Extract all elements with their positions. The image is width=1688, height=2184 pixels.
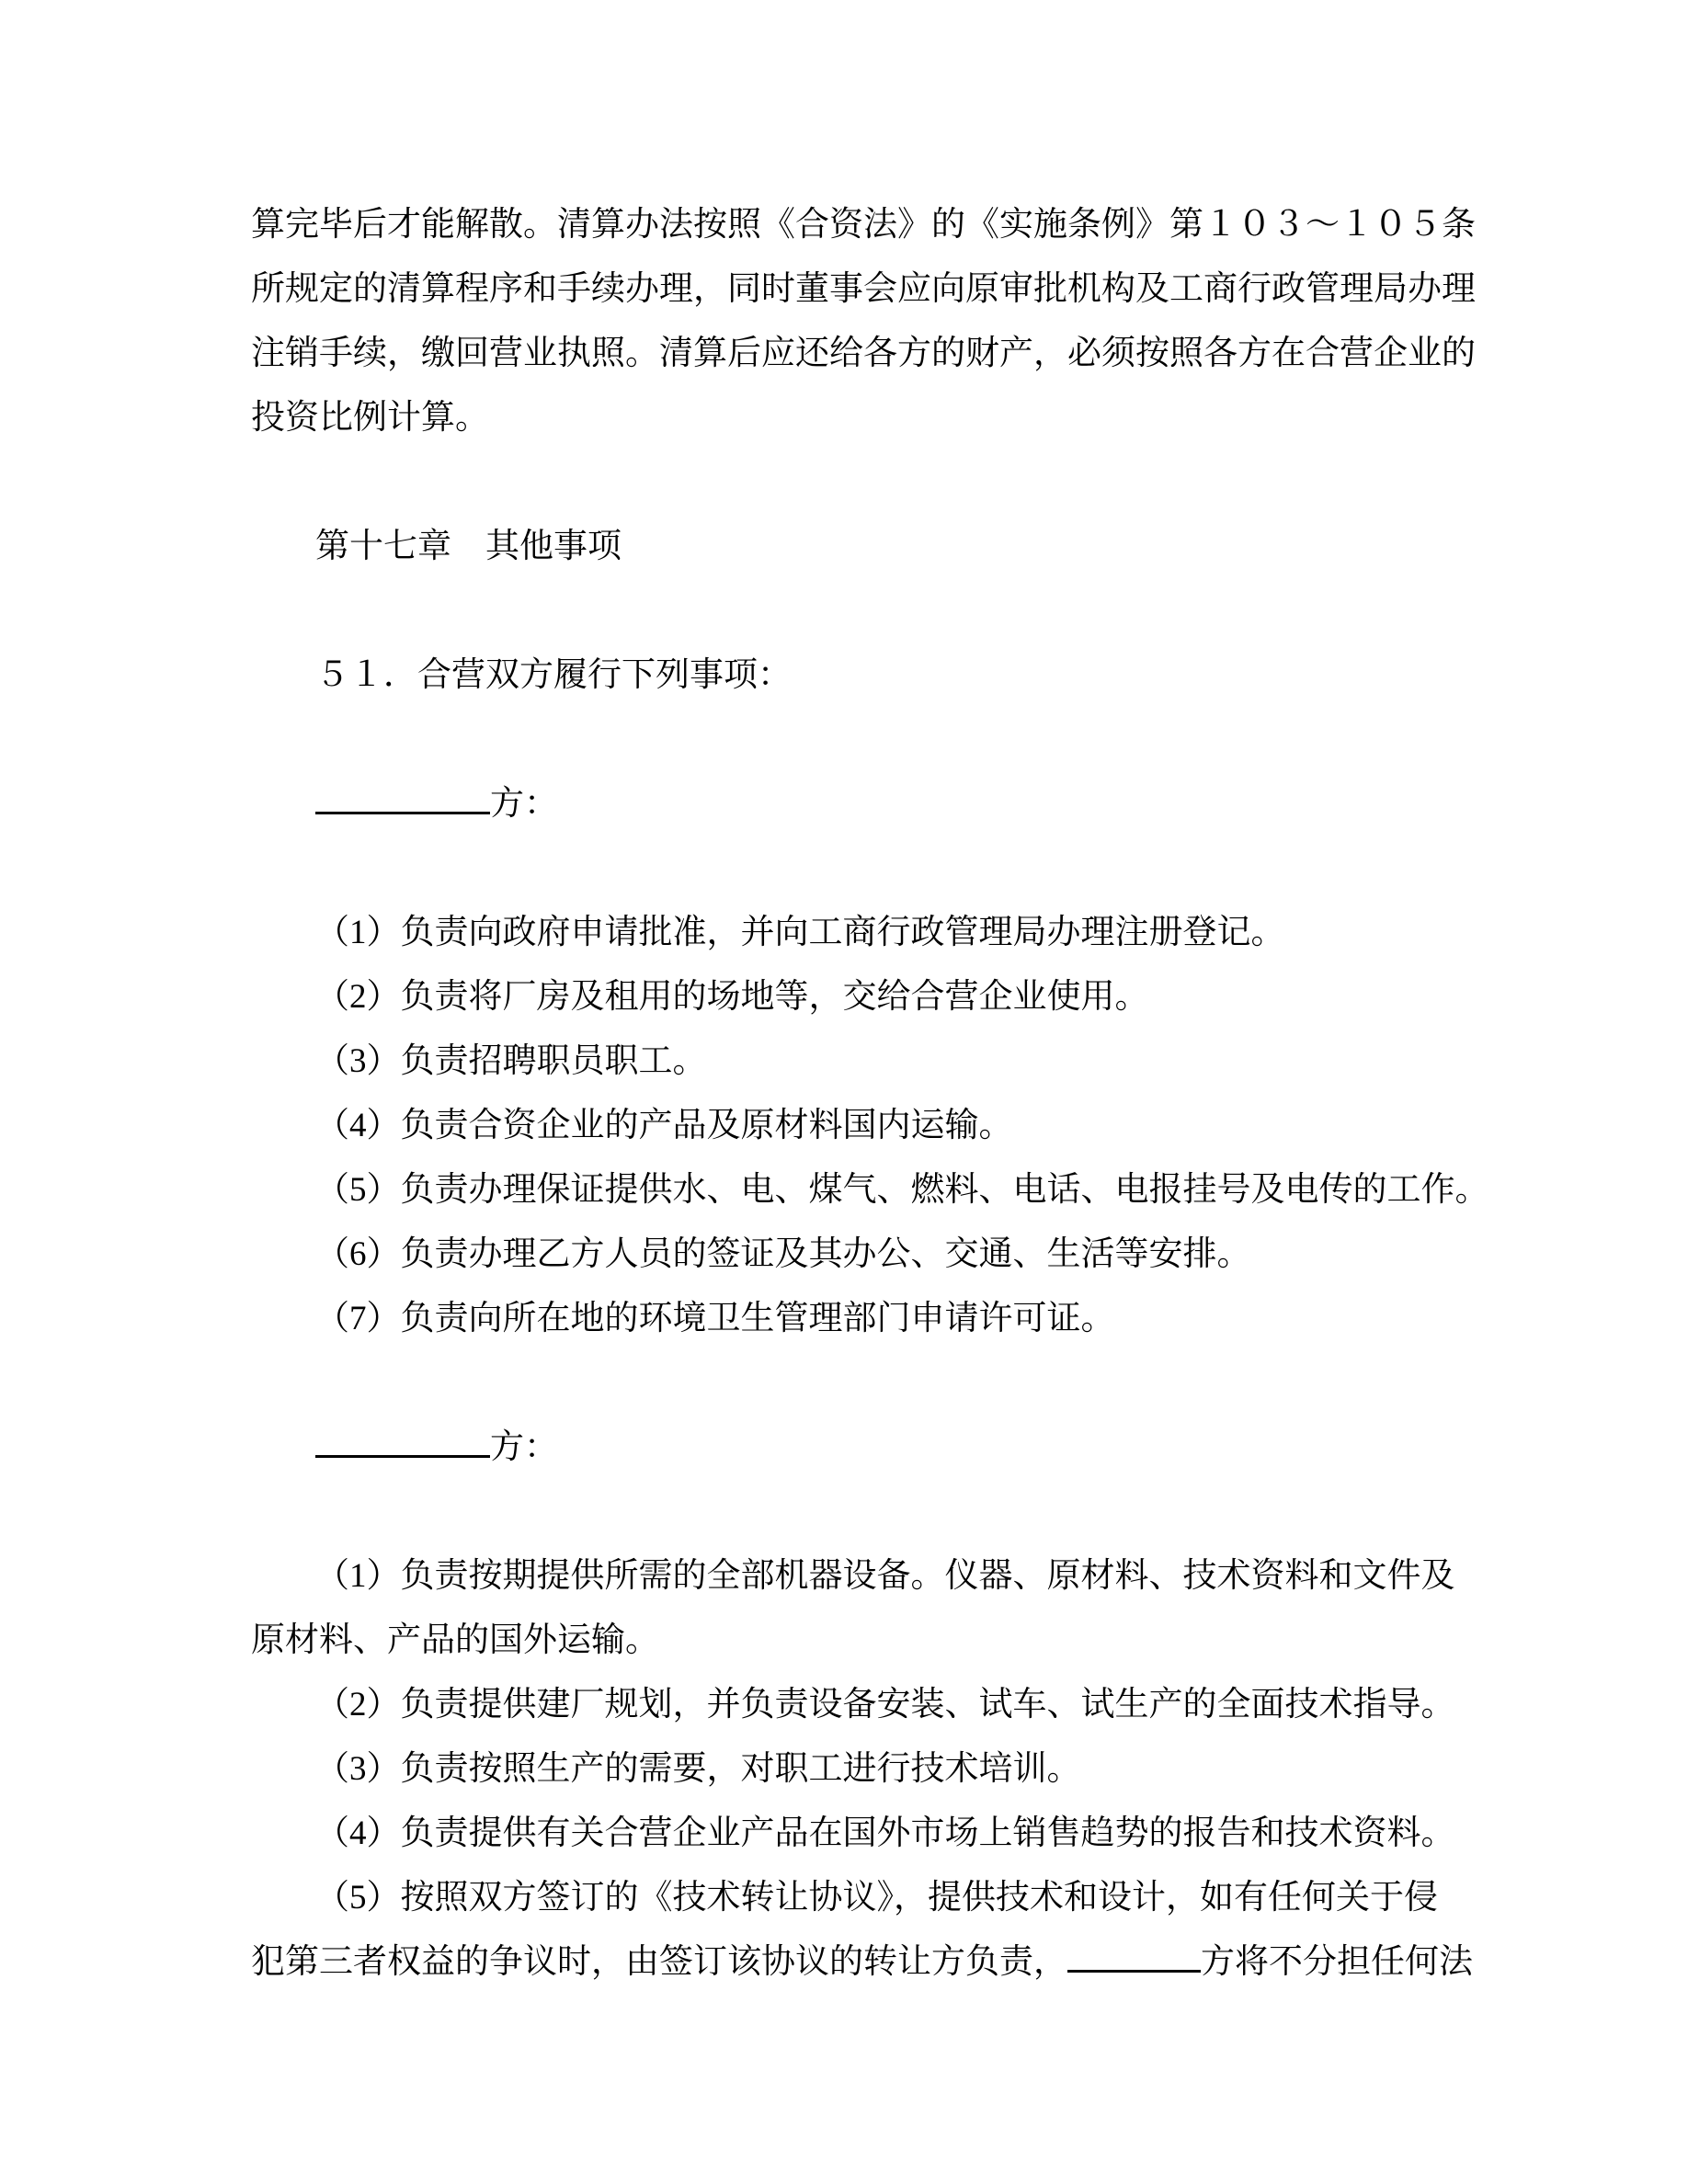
clause-51-heading: ５１．合营双方履行下列事项： [315,656,792,694]
list-item: （2）负责提供建厂规划，并负责设备安装、试车、试生产的全面技术指导。 [315,1686,1455,1723]
chapter-heading: 第十七章 其他事项 [315,528,622,565]
liquidation-paragraph [251,193,1476,450]
party-a-duty-list [251,901,1489,1351]
list-item: （3）负责招聘职员职工。 [315,1042,707,1080]
list-item: （7）负责向所在地的环境卫生管理部门申请许可证。 [315,1300,1115,1337]
list-item: （5）负责办理保证提供水、电、煤气、燃料、电话、电报挂号及电传的工作。 [315,1171,1489,1209]
list-item: （4）负责提供有关合营企业产品在国外市场上销售趋势的报告和技术资料。 [315,1814,1455,1852]
party-b-name-blank [315,1448,490,1458]
body-text-line: 所规定的清算程序和手续办理，同时董事会应向原审批机构及工商行政管理局办理 [251,270,1476,308]
list-item: （5）按照双方签订的《技术转让协议》，提供技术和设计，如有任何关于侵 [315,1879,1438,1917]
item5-trailing-text: 方将不分担任何法 [1201,1943,1473,1981]
body-text-line: 算完毕后才能解散。清算办法按照《合资法》的《实施条例》第１０３～１０５条 [251,206,1476,244]
party-b-label-line [251,1416,1440,1480]
party-b-duty-list [251,1544,1473,1995]
party-a-name-blank [315,804,490,814]
party-b-label-suffix: 方： [490,1428,558,1466]
party-a-label-line [251,772,1440,836]
list-item: （1）负责按期提供所需的全部机器设备。仪器、原材料、技术资料和文件及 [315,1557,1455,1595]
list-item: （4）负责合资企业的产品及原材料国内运输。 [315,1107,1013,1144]
body-text-line: 注销手续，缴回营业执照。清算后应还给各方的财产，必须按照各方在合营企业的 [251,335,1476,372]
list-item-continuation: 原材料、产品的国外运输。 [251,1621,659,1659]
list-item: （1）负责向政府申请批准，并向工商行政管理局办理注册登记。 [315,914,1285,951]
party-a-label-suffix: 方： [490,785,558,823]
list-item: （6）负责办理乙方人员的签证及其办公、交通、生活等安排。 [315,1235,1251,1273]
body-text-line: 投资比例计算。 [251,399,489,437]
item5-continuation-text: 犯第三者权益的争议时，由签订该协议的转让方负责， [251,1943,1067,1981]
list-item: （2）负责将厂房及租用的场地等，交给合营企业使用。 [315,978,1149,1016]
list-item: （3）负责按照生产的需要，对职工进行技术培训。 [315,1750,1081,1788]
party-name-inline-blank [1067,1962,1201,1973]
list-item-continuation [251,1930,1473,1995]
